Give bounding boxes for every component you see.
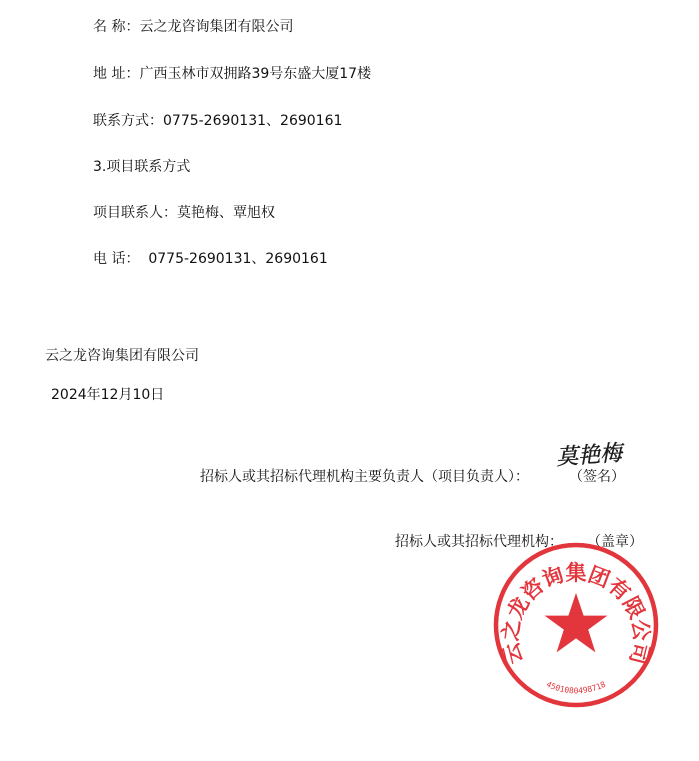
project-phone-value: 0775-2690131、2690161 [148, 251, 328, 267]
seal-number: 4501080498718 [544, 679, 608, 696]
project-contact-heading: 3.项目联系方式 [93, 159, 191, 175]
company-name-label: 名 称： [93, 19, 140, 35]
contact-phone-label: 联系方式： [93, 113, 163, 129]
project-person-row [93, 203, 275, 223]
company-name-value: 云之龙咨询集团有限公司 [139, 19, 294, 35]
address-row [93, 64, 371, 84]
agency-text: 招标人或其招标代理机构： [395, 534, 563, 550]
address-label: 地 址： [93, 66, 140, 82]
principal-signature-text: 招标人或其招标代理机构主要负责人（项目负责人）： [200, 469, 529, 485]
address-value: 广西玉林市双拥路39号东盛大厦17楼 [139, 66, 372, 82]
handwritten-signature-text: 莫艳梅 [555, 441, 623, 471]
footer-date: 2024年12月10日 [51, 387, 165, 403]
contact-phone-value: 0775-2690131、2690161 [163, 113, 343, 129]
principal-signature-row [200, 467, 625, 487]
company-name-row [93, 17, 293, 37]
seal-note: （盖章） [587, 534, 643, 550]
project-person-value: 莫艳梅、覃旭权 [177, 205, 275, 221]
project-person-label: 项目联系人： [93, 205, 177, 221]
sign-note: （签名） [569, 469, 625, 485]
contact-phone-row [93, 111, 342, 131]
company-seal [491, 540, 661, 710]
footer-company: 云之龙咨询集团有限公司 [45, 348, 199, 364]
project-phone-row [93, 249, 328, 269]
seal-arc-text: 云之龙咨询集团有限公司 [498, 561, 654, 667]
seal-star-icon [545, 593, 608, 652]
project-phone-label: 电 话： [93, 251, 140, 267]
